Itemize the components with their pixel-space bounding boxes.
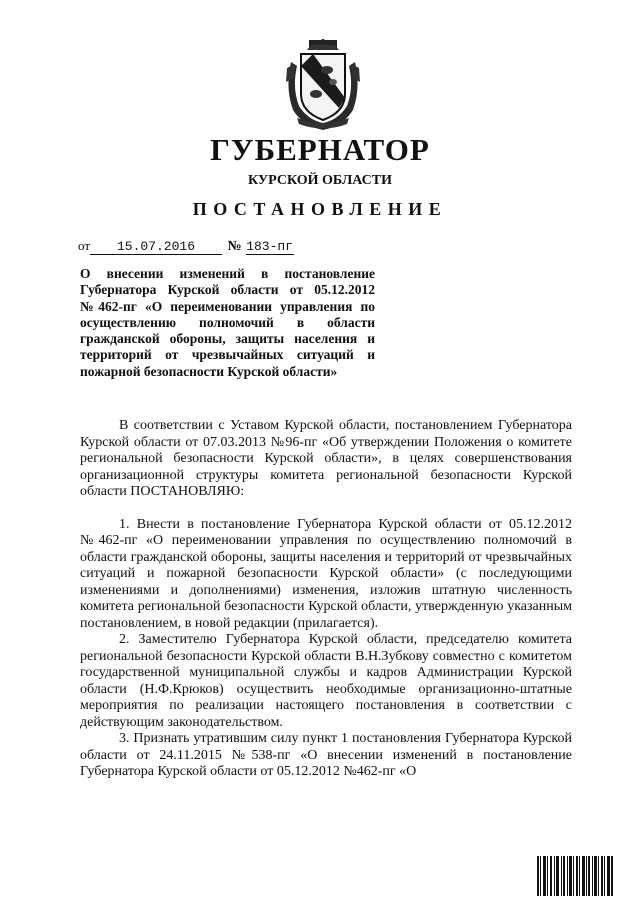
clause-2: 2. Заместителю Губернатора Курской области, председателю комитета региональной безопасности Курской области В.Н.Зубкову совместно с комитетом государственной муниципальной службы и кадров Администрации Курской области (Н.Ф.Крюков) осуществить необходимые организационно-штатные мероприятия по реализации настоящего постановления в соответствии с действующим законодательством.: [80, 632, 572, 730]
number-label: №: [227, 239, 242, 254]
document-body: [80, 418, 572, 781]
date-prefix: от: [78, 238, 91, 253]
clause-3: 3. Признать утратившим силу пункт 1 постановления Губернатора Курской области от 24.11.2015 №538-пг «О внесении изменений в постановление Губернатора Курской области от 05.12.2012 №462-пг «О: [80, 731, 572, 779]
document-date-number: [78, 238, 294, 255]
issuer-region: КУРСКОЙ ОБЛАСТИ: [247, 173, 393, 188]
clause-1: 1. Внести в постановление Губернатора Курской области от 05.12.2012 №462-пг «О переименовании управления по осуществлению полномочий в области гражданской обороны, защиты населения и территорий от чрезвычайных ситуаций и пожарной безопасности Курской области» (с последующими изменениями и дополнениями) изменения, изложив штатную численность комитета региональной безопасности Курской области, утвержденную указанным постановлением, в новой редакции (прилагается).: [80, 516, 572, 631]
coat-of-arms-icon: [283, 38, 363, 132]
preamble-paragraph: В соответствии с Уставом Курской области, постановлением Губернатора Курской области от 07.03.2013 №96-пг «Об утверждении Положения о комитете региональной безопасности Курской области», в целях совершенствования организационной структуры комитета региональной безопасности Курской области ПОСТАНОВЛЯЮ:: [80, 418, 572, 499]
document-number: 183-пг: [246, 239, 293, 254]
document-date: 15.07.2016: [90, 240, 222, 255]
barcode-icon: [537, 856, 613, 896]
document-type: ПОСТАНОВЛЕНИЕ: [192, 199, 448, 219]
document-subject: О внесении изменений в постановление Губернатора Курской области от 05.12.2012 №462-пг «О переименовании управления по осуществлению полномочий в области гражданской обороны, защиты населения и территорий от чрезвычайных ситуаций и пожарной безопасности Курской области»: [80, 266, 375, 379]
issuer-title: ГУБЕРНАТОР: [210, 132, 430, 167]
